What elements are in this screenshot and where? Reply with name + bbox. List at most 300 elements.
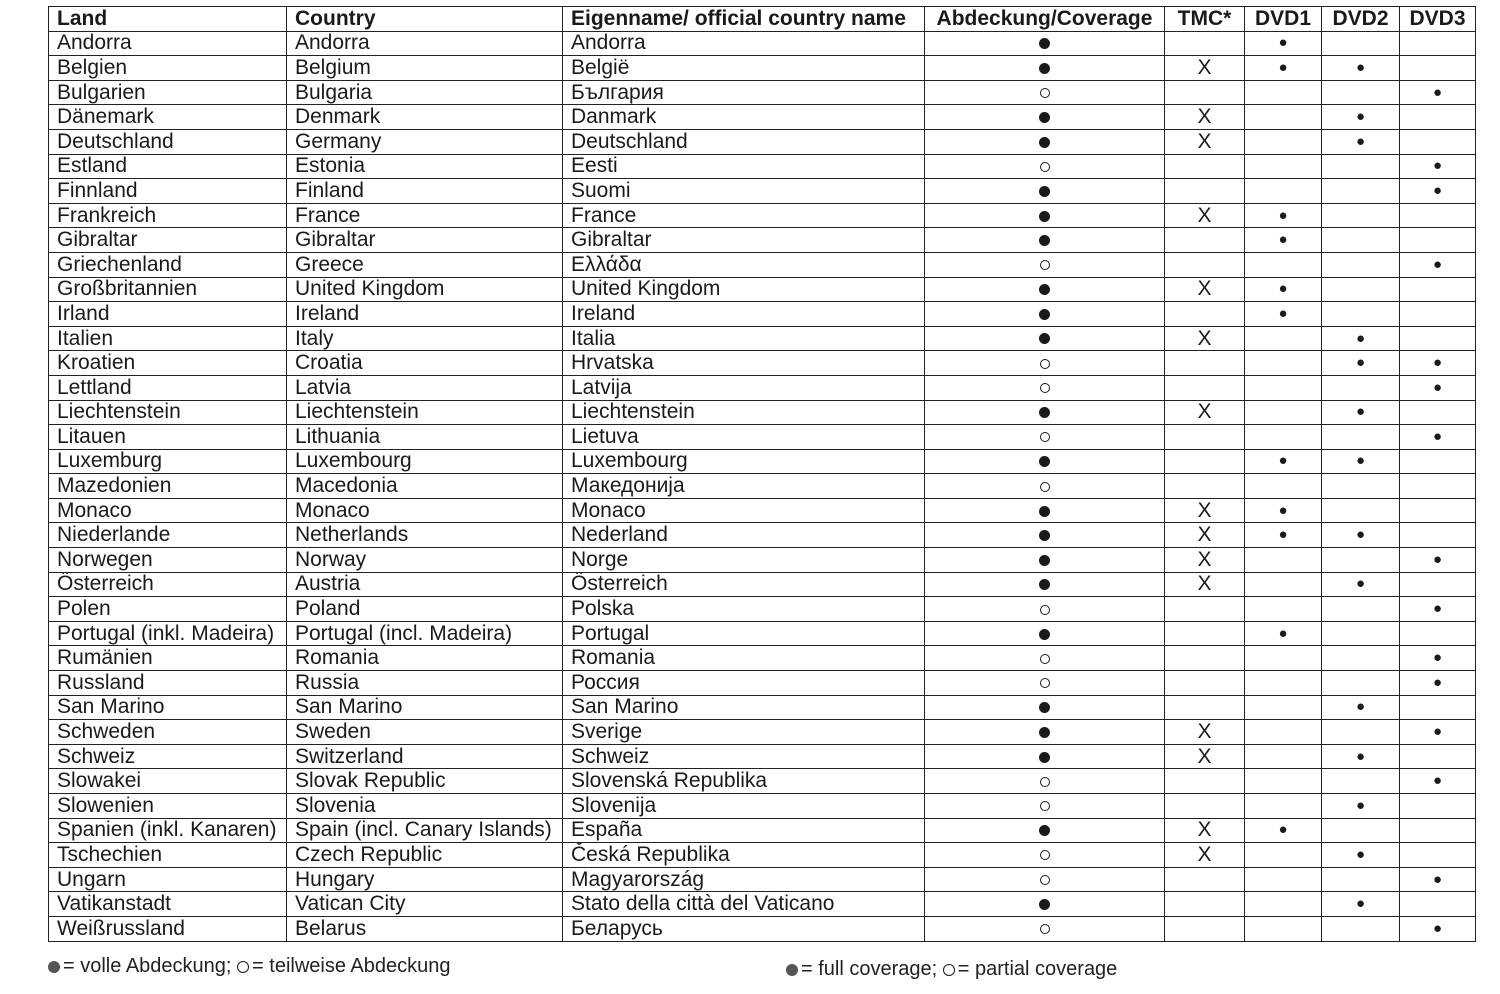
cell-dvd2 [1322, 720, 1400, 745]
table-row [49, 867, 1476, 892]
table-row [49, 843, 1476, 868]
cell-land: Ungarn [49, 867, 287, 892]
cell-dvd3: ● [1400, 179, 1476, 204]
cell-dvd1 [1245, 425, 1322, 450]
table-row [49, 31, 1476, 56]
legend-english [786, 958, 1117, 981]
table-row [49, 671, 1476, 696]
cell-dvd3: ● [1400, 351, 1476, 376]
cell-dvd1: ● [1245, 621, 1322, 646]
cell-coverage [925, 154, 1165, 179]
cell-tmc [1165, 375, 1245, 400]
cell-official-name: Norge [563, 548, 925, 573]
full-coverage-icon [1039, 506, 1050, 517]
cell-dvd1: ● [1245, 277, 1322, 302]
cell-tmc [1165, 794, 1245, 819]
table-row [49, 425, 1476, 450]
table-row [49, 326, 1476, 351]
cell-land: Polen [49, 597, 287, 622]
cell-coverage [925, 720, 1165, 745]
cell-country: United Kingdom [287, 277, 563, 302]
legend-de-full: = volle Abdeckung; [63, 955, 232, 977]
cell-tmc [1165, 302, 1245, 327]
partial-coverage-icon [1040, 777, 1050, 787]
cell-land: Spanien (inkl. Kanaren) [49, 818, 287, 843]
header-official-name: Eigenname/ official country name [563, 7, 925, 32]
cell-dvd3 [1400, 621, 1476, 646]
table-row [49, 474, 1476, 499]
cell-official-name: Hrvatska [563, 351, 925, 376]
cell-tmc [1165, 892, 1245, 917]
cell-dvd3: ● [1400, 154, 1476, 179]
full-coverage-icon [1039, 825, 1050, 836]
cell-dvd2: ● [1322, 326, 1400, 351]
cell-dvd1: ● [1245, 498, 1322, 523]
table-row [49, 203, 1476, 228]
cell-dvd1 [1245, 80, 1322, 105]
cell-country: Austria [287, 572, 563, 597]
table-row [49, 105, 1476, 130]
cell-tmc [1165, 80, 1245, 105]
cell-land: Frankreich [49, 203, 287, 228]
cell-country: Slovak Republic [287, 769, 563, 794]
cell-dvd2: ● [1322, 523, 1400, 548]
cell-official-name: Italia [563, 326, 925, 351]
table-row [49, 572, 1476, 597]
partial-coverage-icon [1040, 850, 1050, 860]
cell-dvd2 [1322, 277, 1400, 302]
cell-coverage [925, 228, 1165, 253]
partial-coverage-icon [1040, 924, 1050, 934]
cell-official-name: Portugal [563, 621, 925, 646]
cell-coverage [925, 646, 1165, 671]
cell-coverage [925, 252, 1165, 277]
cell-dvd1 [1245, 474, 1322, 499]
cell-land: Monaco [49, 498, 287, 523]
cell-dvd3: ● [1400, 375, 1476, 400]
cell-dvd2 [1322, 646, 1400, 671]
cell-dvd1 [1245, 548, 1322, 573]
cell-dvd1 [1245, 129, 1322, 154]
cell-dvd1 [1245, 744, 1322, 769]
cell-dvd3 [1400, 400, 1476, 425]
full-coverage-icon [48, 961, 60, 973]
cell-coverage [925, 597, 1165, 622]
cell-official-name: Slovenija [563, 794, 925, 819]
table-row [49, 621, 1476, 646]
cell-dvd2 [1322, 916, 1400, 941]
cell-official-name: Sverige [563, 720, 925, 745]
full-coverage-icon [1039, 235, 1050, 246]
full-coverage-icon [1039, 752, 1050, 763]
header-land: Land [49, 7, 287, 32]
full-coverage-icon [1039, 530, 1050, 541]
cell-dvd2: ● [1322, 105, 1400, 130]
cell-dvd1 [1245, 916, 1322, 941]
cell-dvd3: ● [1400, 548, 1476, 573]
full-coverage-icon [1039, 555, 1050, 566]
cell-country: Ireland [287, 302, 563, 327]
cell-coverage [925, 744, 1165, 769]
cell-land: Schweden [49, 720, 287, 745]
cell-coverage [925, 129, 1165, 154]
cell-country: San Marino [287, 695, 563, 720]
cell-coverage [925, 31, 1165, 56]
table-row [49, 769, 1476, 794]
cell-dvd2: ● [1322, 449, 1400, 474]
cell-official-name: Nederland [563, 523, 925, 548]
cell-dvd1: ● [1245, 56, 1322, 81]
cell-dvd2 [1322, 228, 1400, 253]
cell-dvd1 [1245, 400, 1322, 425]
cell-dvd3: ● [1400, 916, 1476, 941]
cell-dvd3 [1400, 105, 1476, 130]
cell-dvd2 [1322, 769, 1400, 794]
cell-coverage [925, 572, 1165, 597]
cell-land: Niederlande [49, 523, 287, 548]
cell-official-name: Schweiz [563, 744, 925, 769]
cell-official-name: Österreich [563, 572, 925, 597]
cell-tmc [1165, 228, 1245, 253]
full-coverage-icon [1039, 333, 1050, 344]
partial-coverage-icon [943, 964, 955, 976]
header-dvd3: DVD3 [1400, 7, 1476, 32]
cell-land: Schweiz [49, 744, 287, 769]
cell-official-name: United Kingdom [563, 277, 925, 302]
cell-land: Italien [49, 326, 287, 351]
cell-coverage [925, 179, 1165, 204]
cell-official-name: Magyarország [563, 867, 925, 892]
table-row [49, 818, 1476, 843]
cell-country: Macedonia [287, 474, 563, 499]
cell-coverage [925, 400, 1165, 425]
cell-coverage [925, 302, 1165, 327]
cell-country: France [287, 203, 563, 228]
cell-tmc [1165, 179, 1245, 204]
partial-coverage-icon [1040, 162, 1050, 172]
cell-country: Italy [287, 326, 563, 351]
table-row [49, 523, 1476, 548]
cell-dvd2 [1322, 818, 1400, 843]
partial-coverage-icon [1040, 359, 1050, 369]
cell-dvd3 [1400, 474, 1476, 499]
cell-dvd1: ● [1245, 302, 1322, 327]
cell-dvd3: ● [1400, 769, 1476, 794]
table-row [49, 794, 1476, 819]
cell-tmc: X [1165, 744, 1245, 769]
cell-dvd3: ● [1400, 671, 1476, 696]
cell-coverage [925, 843, 1165, 868]
cell-land: Luxemburg [49, 449, 287, 474]
cell-official-name: Romania [563, 646, 925, 671]
cell-land: Portugal (inkl. Madeira) [49, 621, 287, 646]
cell-land: Bulgarien [49, 80, 287, 105]
cell-tmc [1165, 916, 1245, 941]
header-coverage: Abdeckung/Coverage [925, 7, 1165, 32]
full-coverage-icon [1039, 579, 1050, 590]
cell-official-name: Eesti [563, 154, 925, 179]
table-row [49, 277, 1476, 302]
cell-dvd2 [1322, 474, 1400, 499]
cell-dvd1: ● [1245, 818, 1322, 843]
cell-land: Lettland [49, 375, 287, 400]
cell-coverage [925, 916, 1165, 941]
full-coverage-icon [1039, 407, 1050, 418]
cell-land: Liechtenstein [49, 400, 287, 425]
cell-coverage [925, 425, 1165, 450]
cell-official-name: Polska [563, 597, 925, 622]
header-country: Country [287, 7, 563, 32]
coverage-table [48, 6, 1476, 942]
cell-dvd3 [1400, 843, 1476, 868]
cell-official-name: Ελλάδα [563, 252, 925, 277]
cell-land: Andorra [49, 31, 287, 56]
cell-dvd2 [1322, 671, 1400, 696]
cell-dvd2 [1322, 498, 1400, 523]
cell-dvd3 [1400, 695, 1476, 720]
cell-dvd3: ● [1400, 80, 1476, 105]
cell-country: Luxembourg [287, 449, 563, 474]
table-row [49, 498, 1476, 523]
legend-de-partial: = teilweise Abdeckung [252, 955, 451, 977]
cell-dvd2: ● [1322, 892, 1400, 917]
cell-land: Litauen [49, 425, 287, 450]
cell-country: Romania [287, 646, 563, 671]
cell-tmc [1165, 351, 1245, 376]
full-coverage-icon [1039, 63, 1050, 74]
cell-dvd3: ● [1400, 867, 1476, 892]
cell-dvd3: ● [1400, 597, 1476, 622]
cell-country: Lithuania [287, 425, 563, 450]
cell-coverage [925, 203, 1165, 228]
cell-dvd1 [1245, 892, 1322, 917]
cell-country: Poland [287, 597, 563, 622]
header-dvd1: DVD1 [1245, 7, 1322, 32]
cell-dvd3 [1400, 326, 1476, 351]
cell-coverage [925, 277, 1165, 302]
cell-dvd3 [1400, 302, 1476, 327]
cell-dvd2: ● [1322, 843, 1400, 868]
table-row [49, 56, 1476, 81]
cell-country: Latvia [287, 375, 563, 400]
cell-tmc: X [1165, 720, 1245, 745]
cell-land: Rumänien [49, 646, 287, 671]
partial-coverage-icon [1040, 875, 1050, 885]
cell-dvd2: ● [1322, 572, 1400, 597]
cell-dvd1: ● [1245, 228, 1322, 253]
table-row [49, 154, 1476, 179]
cell-country: Sweden [287, 720, 563, 745]
full-coverage-icon [1039, 456, 1050, 467]
cell-dvd1 [1245, 867, 1322, 892]
cell-dvd3 [1400, 277, 1476, 302]
cell-dvd3 [1400, 818, 1476, 843]
cell-country: Norway [287, 548, 563, 573]
cell-coverage [925, 867, 1165, 892]
partial-coverage-icon [1040, 88, 1050, 98]
cell-coverage [925, 351, 1165, 376]
cell-dvd1: ● [1245, 449, 1322, 474]
cell-land: Weißrussland [49, 916, 287, 941]
full-coverage-icon [1039, 137, 1050, 148]
cell-dvd3 [1400, 892, 1476, 917]
cell-dvd3 [1400, 203, 1476, 228]
cell-dvd2 [1322, 203, 1400, 228]
legend-en-full: = full coverage; [801, 958, 938, 980]
cell-dvd2 [1322, 179, 1400, 204]
cell-country: Germany [287, 129, 563, 154]
cell-dvd1 [1245, 351, 1322, 376]
cell-coverage [925, 80, 1165, 105]
cell-country: Russia [287, 671, 563, 696]
cell-dvd3 [1400, 449, 1476, 474]
cell-dvd1 [1245, 671, 1322, 696]
table-row [49, 646, 1476, 671]
cell-tmc [1165, 769, 1245, 794]
cell-coverage [925, 375, 1165, 400]
cell-land: Estland [49, 154, 287, 179]
cell-country: Greece [287, 252, 563, 277]
cell-country: Hungary [287, 867, 563, 892]
cell-tmc: X [1165, 498, 1245, 523]
cell-official-name: Monaco [563, 498, 925, 523]
cell-dvd1: ● [1245, 203, 1322, 228]
cell-tmc: X [1165, 818, 1245, 843]
cell-dvd1 [1245, 794, 1322, 819]
cell-coverage [925, 892, 1165, 917]
cell-coverage [925, 474, 1165, 499]
cell-dvd1 [1245, 154, 1322, 179]
cell-dvd1 [1245, 769, 1322, 794]
partial-coverage-icon [1040, 605, 1050, 615]
full-coverage-icon [1039, 211, 1050, 222]
cell-land: Mazedonien [49, 474, 287, 499]
cell-dvd1 [1245, 695, 1322, 720]
cell-dvd2 [1322, 252, 1400, 277]
cell-land: Belgien [49, 56, 287, 81]
cell-land: San Marino [49, 695, 287, 720]
cell-land: Großbritannien [49, 277, 287, 302]
cell-dvd1 [1245, 646, 1322, 671]
table-row [49, 695, 1476, 720]
full-coverage-icon [1039, 186, 1050, 197]
cell-coverage [925, 548, 1165, 573]
cell-dvd2 [1322, 867, 1400, 892]
cell-tmc [1165, 474, 1245, 499]
partial-coverage-icon [1040, 654, 1050, 664]
cell-dvd2 [1322, 154, 1400, 179]
cell-dvd1 [1245, 375, 1322, 400]
cell-dvd2 [1322, 302, 1400, 327]
cell-official-name: Andorra [563, 31, 925, 56]
cell-land: Gibraltar [49, 228, 287, 253]
cell-land: Kroatien [49, 351, 287, 376]
cell-dvd2: ● [1322, 56, 1400, 81]
cell-official-name: Россия [563, 671, 925, 696]
header-tmc: TMC* [1165, 7, 1245, 32]
table-row [49, 400, 1476, 425]
cell-tmc [1165, 449, 1245, 474]
cell-tmc [1165, 154, 1245, 179]
cell-tmc: X [1165, 277, 1245, 302]
table-row [49, 720, 1476, 745]
cell-official-name: Lietuva [563, 425, 925, 450]
cell-land: Irland [49, 302, 287, 327]
cell-dvd3 [1400, 572, 1476, 597]
cell-tmc: X [1165, 523, 1245, 548]
table-row [49, 375, 1476, 400]
cell-tmc: X [1165, 548, 1245, 573]
cell-coverage [925, 794, 1165, 819]
cell-dvd2: ● [1322, 351, 1400, 376]
cell-tmc [1165, 252, 1245, 277]
cell-coverage [925, 56, 1165, 81]
cell-dvd3 [1400, 129, 1476, 154]
cell-official-name: Ireland [563, 302, 925, 327]
cell-country: Finland [287, 179, 563, 204]
cell-tmc [1165, 597, 1245, 622]
cell-dvd2 [1322, 597, 1400, 622]
table-row [49, 916, 1476, 941]
cell-dvd1 [1245, 597, 1322, 622]
cell-country: Switzerland [287, 744, 563, 769]
partial-coverage-icon [1040, 260, 1050, 270]
cell-dvd1: ● [1245, 523, 1322, 548]
table-row [49, 302, 1476, 327]
table-row [49, 892, 1476, 917]
cell-dvd2 [1322, 31, 1400, 56]
cell-official-name: Stato della città del Vaticano [563, 892, 925, 917]
cell-tmc [1165, 646, 1245, 671]
cell-dvd2: ● [1322, 695, 1400, 720]
cell-dvd1 [1245, 720, 1322, 745]
cell-country: Liechtenstein [287, 400, 563, 425]
cell-dvd3 [1400, 31, 1476, 56]
cell-country: Estonia [287, 154, 563, 179]
cell-tmc: X [1165, 56, 1245, 81]
table-row [49, 597, 1476, 622]
cell-tmc [1165, 867, 1245, 892]
cell-dvd1 [1245, 105, 1322, 130]
full-coverage-icon [786, 964, 798, 976]
full-coverage-icon [1039, 309, 1050, 320]
cell-dvd1: ● [1245, 31, 1322, 56]
cell-dvd2: ● [1322, 400, 1400, 425]
cell-official-name: España [563, 818, 925, 843]
cell-land: Griechenland [49, 252, 287, 277]
header-dvd2: DVD2 [1322, 7, 1400, 32]
cell-country: Belgium [287, 56, 563, 81]
cell-dvd1 [1245, 326, 1322, 351]
cell-official-name: België [563, 56, 925, 81]
cell-tmc: X [1165, 129, 1245, 154]
cell-dvd2 [1322, 548, 1400, 573]
table-row [49, 351, 1476, 376]
cell-tmc: X [1165, 843, 1245, 868]
cell-dvd3: ● [1400, 646, 1476, 671]
cell-official-name: Danmark [563, 105, 925, 130]
cell-dvd3 [1400, 523, 1476, 548]
table-row [49, 449, 1476, 474]
cell-coverage [925, 818, 1165, 843]
cell-dvd2 [1322, 375, 1400, 400]
cell-dvd1 [1245, 843, 1322, 868]
cell-coverage [925, 671, 1165, 696]
cell-tmc [1165, 695, 1245, 720]
cell-dvd3 [1400, 56, 1476, 81]
partial-coverage-icon [237, 961, 249, 973]
cell-tmc [1165, 425, 1245, 450]
